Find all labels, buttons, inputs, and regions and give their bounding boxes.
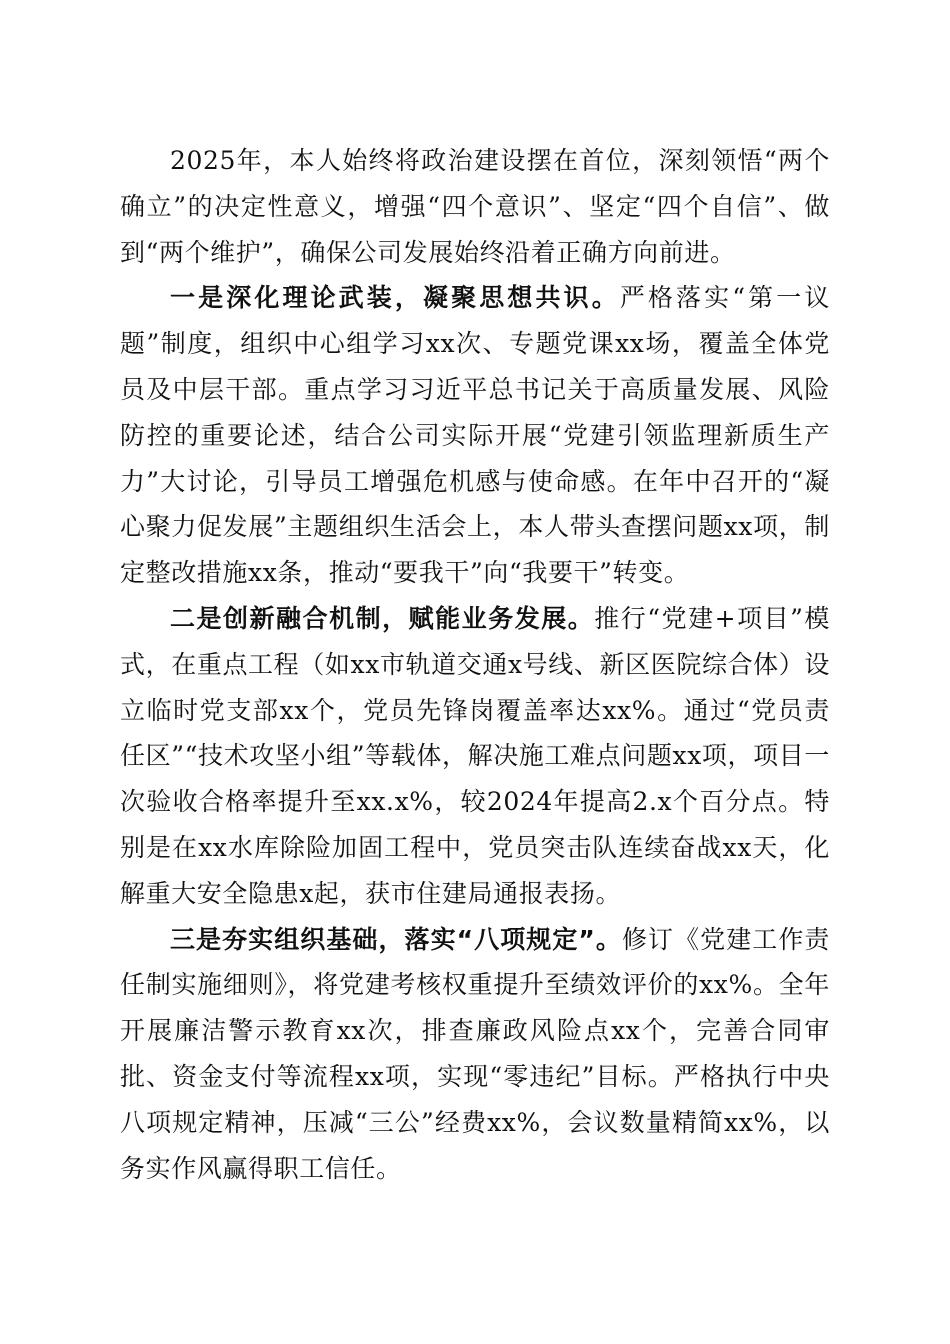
- point-one-heading: 一是深化理论武装，凝聚思想共识。: [170, 283, 620, 313]
- paragraph-text: 修订《党建工作责任制实施细则》，将党建考核权重提升至绩效评价的xx%。全年开展廉洁警示教育xx次，排查廉政风险点xx个，完善合同审批、资金支付等流程xx项，实现“零违纪”目标。严格执行中央八项规定精神，压减“三公”经费xx%，会议数量精简xx%，以务实作风赢得职工信任。: [120, 924, 830, 1183]
- intro-paragraph: [120, 138, 830, 275]
- point-two-paragraph: [120, 596, 830, 917]
- paragraph-text: 2025年，本人始终将政治建设摆在首位，深刻领悟“两个确立”的决定性意义，增强“四个意识”、坚定“四个自信”、做到“两个维护”，确保公司发展始终沿着正确方向前进。: [120, 146, 830, 267]
- paragraph-text: 严格落实“第一议题”制度，组织中心组学习xx次、专题党课xx场，覆盖全体党员及中层干部。重点学习习近平总书记关于高质量发展、风险防控的重要论述，结合公司实际开展“党建引领监理新质生产力”大讨论，引导员工增强危机感与使命感。在年中召开的“凝心聚力促发展”主题组织生活会上，本人带头查摆问题xx项，制定整改措施xx条，推动“要我干”向“我要干”转变。: [120, 283, 830, 588]
- document-body: [120, 138, 830, 1191]
- point-two-heading: 二是创新融合机制，赋能业务发展。: [170, 603, 595, 633]
- point-one-paragraph: [120, 275, 830, 596]
- point-three-paragraph: [120, 917, 830, 1192]
- paragraph-text: 推行“党建+项目”模式，在重点工程（如xx市轨道交通x号线、新区医院综合体）设立临时党支部xx个，党员先锋岗覆盖率达xx%。通过“党员责任区”“技术攻坚小组”等载体，解决施工难点问题xx项，项目一次验收合格率提升至xx.x%，较2024年提高2.x个百分点。特别是在xx水库除险加固工程中，党员突击队连续奋战xx天，化解重大安全隐患x起，获市住建局通报表扬。: [120, 603, 830, 908]
- point-three-heading: 三是夯实组织基础，落实“八项规定”。: [170, 924, 622, 954]
